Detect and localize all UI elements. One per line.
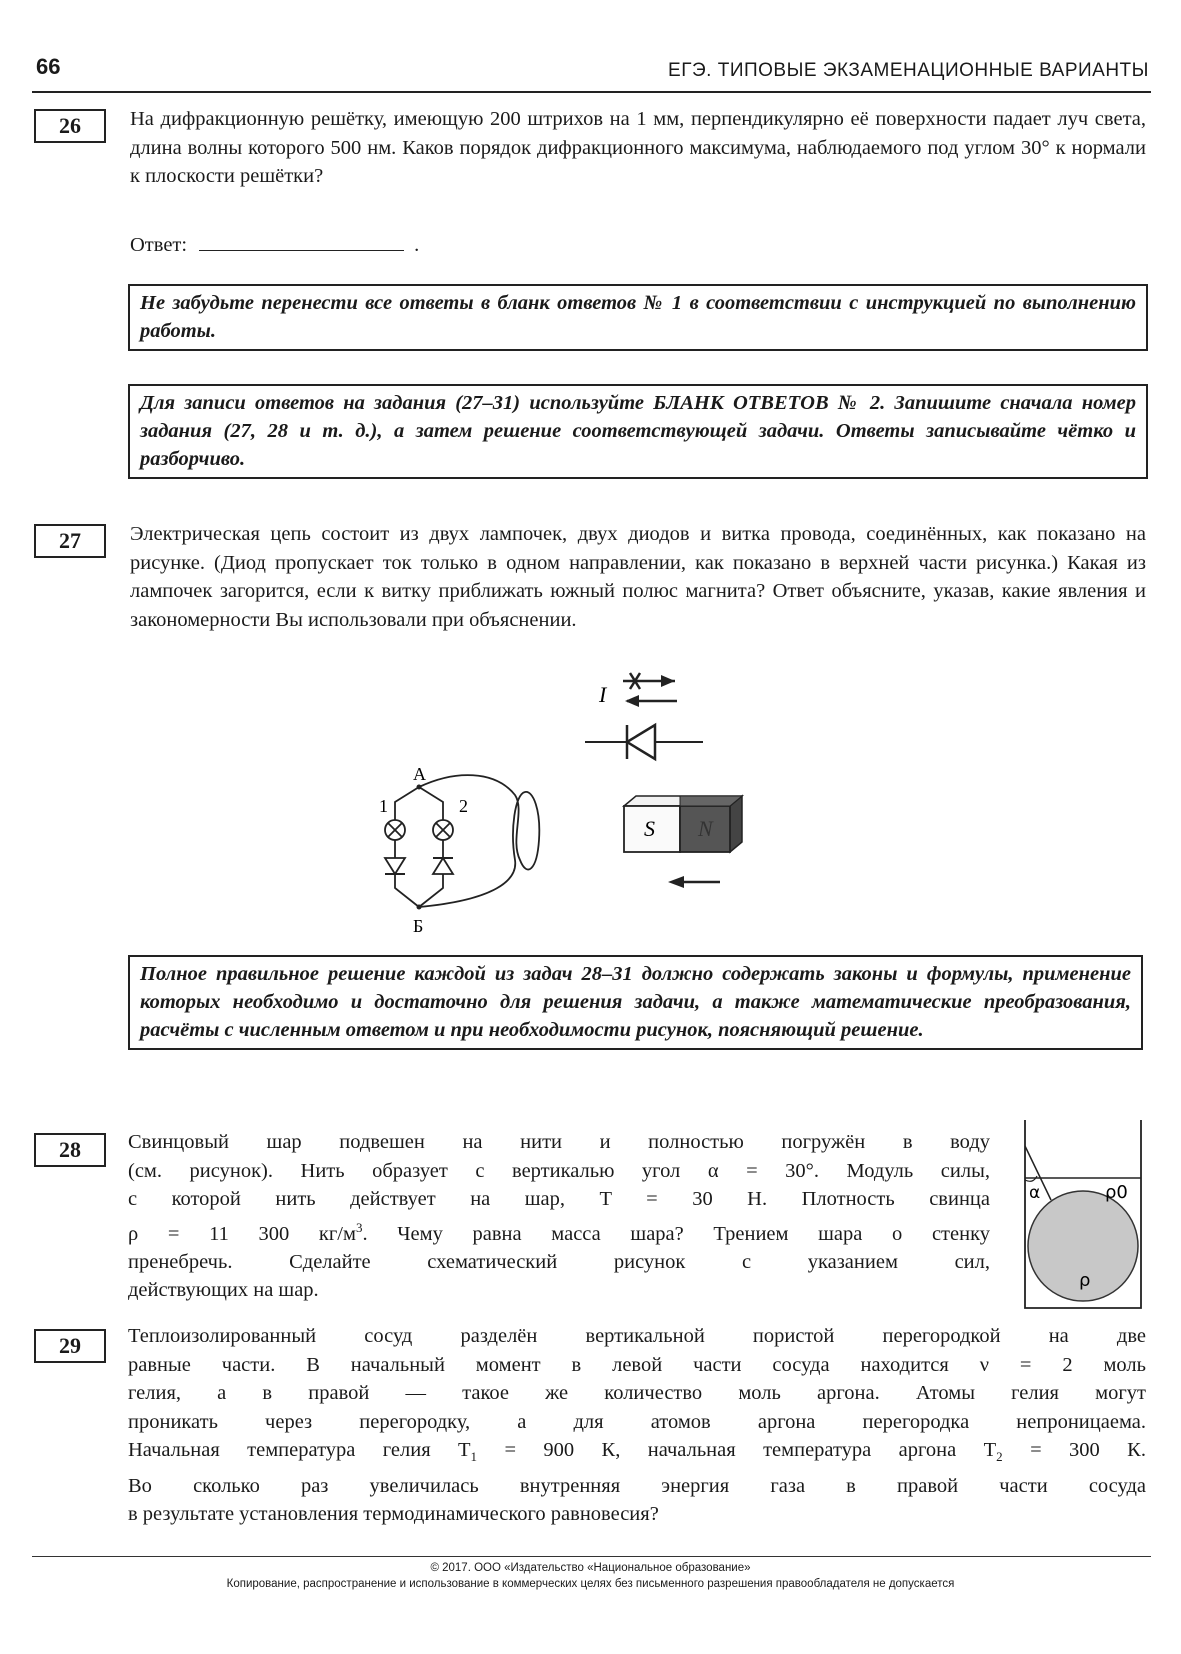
question-29-line: гелия, а в правой — такое же количество моль аргона. Атомы гелия могут	[128, 1382, 1146, 1404]
lamp-2-label: 2	[459, 796, 468, 816]
question-29-line: проникать через перегородку, а для атомов аргона перегородка непроницаема.	[128, 1410, 1146, 1433]
question-29-line: Во сколько раз увеличилась внутренняя энергия газа в правой части сосуда	[128, 1474, 1146, 1497]
lamp-1-label: 1	[379, 796, 388, 816]
question-29-line: равные части. В начальный момент в левой части сосуда находится ν = 2 моль	[128, 1353, 1146, 1376]
circuit-figure	[375, 760, 605, 935]
header-divider	[32, 91, 1151, 93]
question-29-text	[128, 1322, 1146, 1529]
question-28-line: пренебречь. Сделайте схематический рисунок с указанием сил,	[128, 1250, 990, 1273]
footer-copyright: © 2017. ООО «Издательство «Национальное образование»	[430, 1562, 751, 1574]
diode-2	[433, 858, 453, 874]
notice-full-solution: Полное правильное решение каждой из задач 28–31 должно содержать законы и формулы, применение которых необходимо и достаточно для решения задачи, а также математические преобразования, расчёты с численным ответом и при необходимости рисунок, поясняющий решение.	[128, 955, 1143, 1050]
rho0-label: ρ0	[1105, 1182, 1128, 1203]
question-28-line: действующих на шар.	[128, 1279, 319, 1302]
question-26-text: На дифракционную решётку, имеющую 200 штрихов на 1 мм, перпендикулярно её поверхности падает луч света, длина волны которого 500 нм. Каков порядок дифракционного максимума, наблюдаемого под углом 30° к нормали к плоскости решётки?	[130, 108, 1146, 187]
alpha-label: α	[1029, 1183, 1041, 1203]
footer-divider	[32, 1556, 1151, 1557]
answer-suffix: .	[414, 234, 420, 256]
answer-blank-field[interactable]	[199, 230, 404, 251]
question-26-number: 26	[34, 109, 106, 143]
question-29-line: в результате установления термодинамического равновесия?	[128, 1503, 659, 1526]
node-b-label: Б	[413, 916, 424, 935]
diode-1	[385, 858, 405, 874]
node-a-label: А	[413, 764, 426, 784]
allowed-current-arrowhead	[625, 695, 639, 707]
question-28-number: 28	[34, 1133, 106, 1167]
blocked-current-arrowhead	[661, 675, 675, 687]
ball-in-water-figure	[1023, 1118, 1143, 1310]
current-label: I	[599, 682, 607, 707]
notice-answer-form-2: Для записи ответов на задания (27–31) используйте БЛАНК ОТВЕТОВ № 2. Запишите сначала номер задания (27, 28 и т. д.), а затем решение соответствующей задачи. Ответы записывайте чётко и разборчиво.	[128, 384, 1148, 479]
footer-notice: Копирование, распространение и использование в коммерческих целях без письменного разрешения правообладателя не допускается	[226, 1578, 955, 1590]
question-26-answer	[130, 230, 419, 257]
page-number: 66	[36, 54, 61, 79]
rho-label: ρ	[1079, 1270, 1091, 1291]
magnet-n-label: N	[698, 816, 713, 841]
magnet-s-label: S	[644, 816, 655, 841]
question-28-line: ρ = 11 300 $кг/м^3$. Чему равна масса шара? Трением шара о стенку	[128, 1219, 990, 1245]
question-27-number: 27	[34, 524, 106, 558]
question-27-text: Электрическая цепь состоит из двух лампочек, двух диодов и витка провода, соединённых, как показано на рисунке. (Диод пропускает ток только в одном направлении, как показано в верхней части рисунка.) Какая из лампочек загорится, если к витку приближать южный полюс магнита? Ответ объясните, указав, какие явления и закономерности Вы использовали при объяснении.	[130, 523, 1146, 631]
question-28-line: с которой нить действует на шар, T = 30 Н. Плотность свинца	[128, 1188, 990, 1210]
question-28-line: Свинцовый шар подвешен на нити и полностью погружён в воду	[128, 1131, 990, 1153]
question-28-text	[128, 1128, 990, 1305]
question-28-line: (см. рисунок). Нить образует с вертикалью угол α = 30°. Модуль силы,	[128, 1159, 990, 1182]
question-29-number: 29	[34, 1329, 106, 1363]
question-29-line: Начальная температура гелия $T_1 = 900$ К, начальная температура аргона $T_2 = 300$ К.	[128, 1439, 1146, 1465]
wire-loop	[419, 775, 539, 907]
diode-triangle	[627, 725, 655, 759]
question-29-line: Теплоизолированный сосуд разделён вертикальной пористой перегородкой на две	[128, 1325, 1146, 1347]
answer-label: Ответ:	[130, 234, 188, 256]
running-title: ЕГЭ. ТИПОВЫЕ ЭКЗАМЕНАЦИОННЫЕ ВАРИАНТЫ	[668, 60, 1149, 81]
magnet-figure	[620, 790, 750, 900]
notice-transfer-answers: Не забудьте перенести все ответы в бланк ответов № 1 в соответствии с инструкцией по выполнению работы.	[128, 284, 1148, 351]
